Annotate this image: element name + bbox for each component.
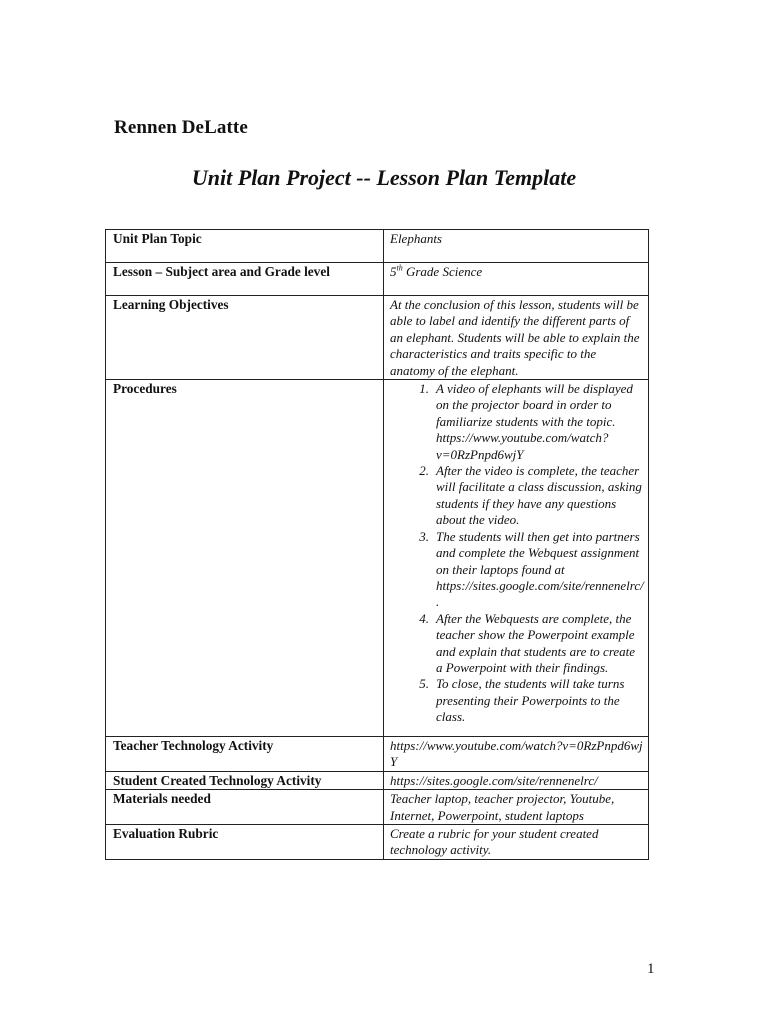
table-row-evaluation-rubric	[106, 825, 649, 860]
grade-number: 5	[390, 264, 397, 279]
procedure-step	[390, 611, 644, 677]
row-value: Teacher laptop, teacher projector, Youtube, Internet, Powerpoint, student laptops	[384, 790, 649, 825]
author-name: Rennen DeLatte	[114, 117, 248, 138]
procedure-step-number: 4.	[419, 610, 429, 626]
procedures-cell	[384, 380, 649, 737]
procedure-step	[390, 463, 644, 529]
table-row-procedures	[106, 380, 649, 737]
procedure-step	[390, 676, 644, 725]
row-value	[384, 263, 649, 296]
grade-subject: Grade Science	[402, 264, 483, 279]
row-label: Unit Plan Topic	[106, 230, 384, 263]
table-row-learning-objectives	[106, 296, 649, 380]
teacher-activity-link[interactable]: https://www.youtube.com/watch?v=0RzPnpd6wjY	[384, 737, 649, 772]
table-row-materials	[106, 790, 649, 825]
procedure-step-number: 3.	[419, 528, 429, 544]
page-number: 1	[647, 961, 655, 977]
procedure-step-text: After the Webquests are complete, the teacher show the Powerpoint example and explain that students are to create a Powerpoint with their findings.	[436, 610, 636, 675]
procedure-step-text: To close, the students will take turns presenting their Powerpoints to the class.	[436, 676, 625, 725]
row-label: Learning Objectives	[106, 296, 384, 380]
procedure-step-number: 5.	[419, 676, 429, 692]
row-label: Lesson – Subject area and Grade level	[106, 263, 384, 296]
table-row-teacher-technology	[106, 737, 649, 772]
row-value: At the conclusion of this lesson, students will be able to label and identify the different parts of an elephant. Students will be able to explain the characteristics and traits specific to the anatomy of the elephant.	[384, 296, 649, 380]
row-value: Create a rubric for your student created technology activity.	[384, 825, 649, 860]
procedures-list	[390, 381, 644, 726]
student-activity-link[interactable]: https://sites.google.com/site/rennenelrc/	[384, 771, 649, 789]
procedure-step	[390, 381, 644, 463]
procedure-step-text: The students will then get into partners and complete the Webquest assignment on their laptops found at https://sites.google.com/site/rennenelrc/.	[436, 528, 644, 610]
procedure-step-text: After the video is complete, the teacher will facilitate a class discussion, asking students if they have any questions about the video.	[436, 463, 642, 528]
row-label: Procedures	[106, 380, 384, 737]
procedure-step-number: 2.	[419, 463, 429, 479]
table-row-subject-grade	[106, 263, 649, 296]
row-label: Evaluation Rubric	[106, 825, 384, 860]
row-label: Student Created Technology Activity	[106, 771, 384, 789]
procedure-step-number: 1.	[419, 381, 429, 397]
procedure-step-text: A video of elephants will be displayed on the projector board in order to familiarize students with the topic. https://www.youtube.com/watch?v=0RzPnpd6wjY	[436, 381, 633, 462]
row-label: Materials needed	[106, 790, 384, 825]
row-label: Teacher Technology Activity	[106, 737, 384, 772]
lesson-plan-table	[105, 229, 649, 860]
table-row-student-technology	[106, 771, 649, 789]
grade-ordinal-suffix: th	[396, 263, 403, 273]
row-value: Elephants	[384, 230, 649, 263]
procedure-step	[390, 529, 644, 611]
document-title: Unit Plan Project -- Lesson Plan Template	[191, 165, 577, 190]
table-row-unit-plan-topic	[106, 230, 649, 263]
